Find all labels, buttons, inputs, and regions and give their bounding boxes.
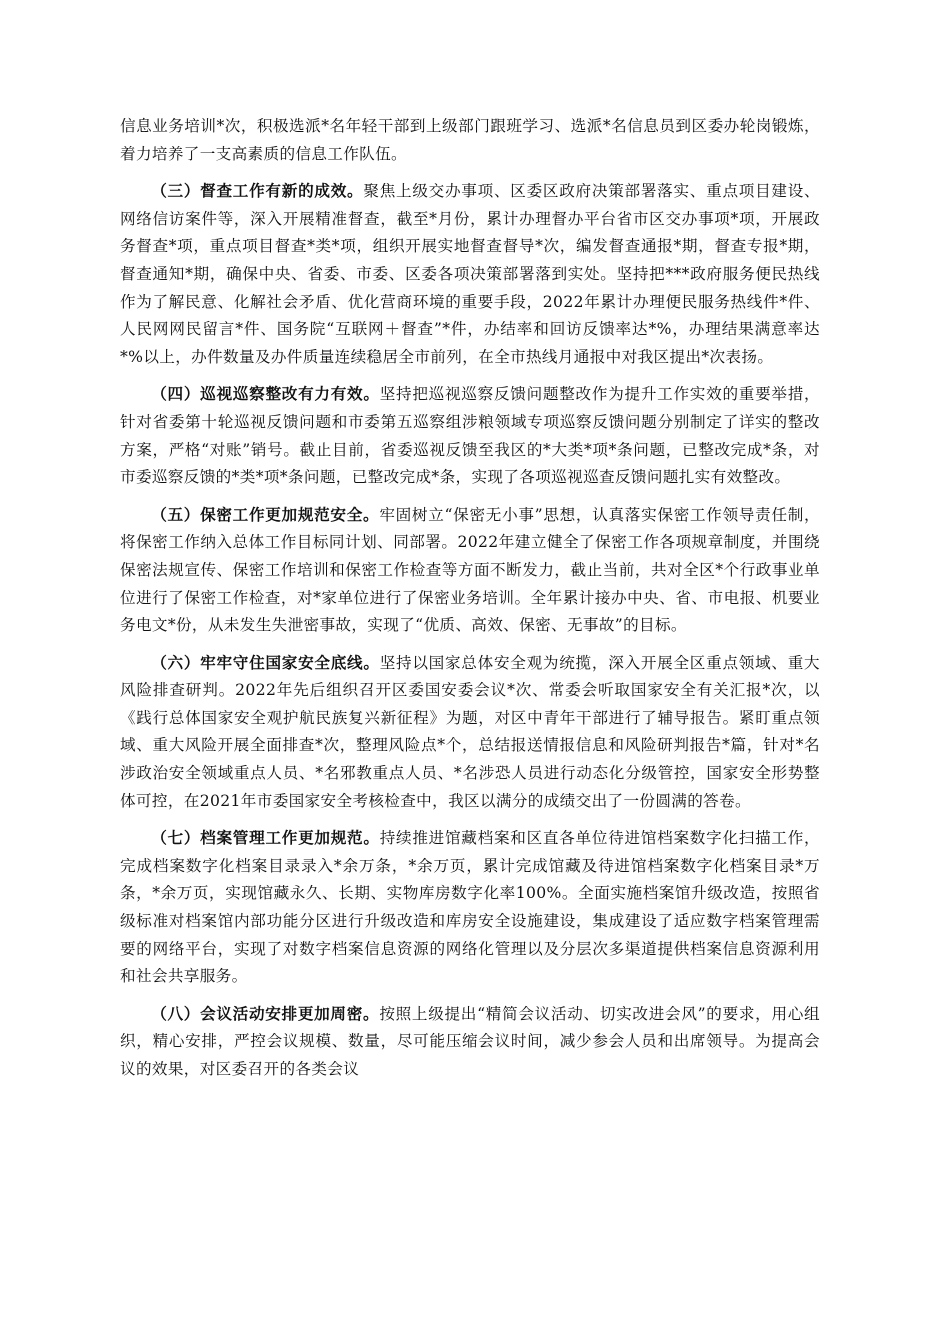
paragraph-text: 信息业务培训*次，积极选派*名年轻干部到上级部门跟班学习、选派*名信息员到区委办轮岗锻炼，着力培养了一支高素质的信息工作队伍。 [120,117,820,163]
paragraph-supervision [120,177,820,371]
paragraph-text: 牢固树立“保密无小事”思想，认真落实保密工作领导责任制，将保密工作纳入总体工作目标同计划、同部署。2022年建立健全了保密工作各项规章制度，并围绕保密法规宣传、保密工作培训和保密工作检查等方面不断发力，截止当前，共对全区*个行政事业单位进行了保密工作检查，对*家单位进行了保密业务培训。全年累计接办中央、省、市电报、机要业务电文*份，从未发生失泄密事故，实现了“优质、高效、保密、无事故”的目标。 [120,505,820,635]
paragraph-heading: （三）督查工作有新的成效。 [151,181,364,201]
paragraph-archives [120,824,820,991]
paragraph-text: 坚持把巡视巡察反馈问题整改作为提升工作实效的重要举措，针对省委第十轮巡视反馈问题和市委第五巡察组涉粮领域专项巡察反馈问题分别制定了详实的整改方案，严格“对账”销号。截止目前，省委巡视反馈至我区的*大类*项*条问题，已整改完成*条，对市委巡察反馈的*类*项*条问题，已整改完成*条，实现了各项巡视巡查反馈问题扎实有效整改。 [120,385,821,487]
document-body [120,113,820,1093]
paragraph-heading: （八）会议活动安排更加周密。 [151,1003,380,1023]
paragraph-heading: （四）巡视巡察整改有力有效。 [151,384,380,404]
paragraph-confidentiality [120,501,820,640]
paragraph-heading: （七）档案管理工作更加规范。 [151,828,380,848]
paragraph-heading: （六）牢牢守住国家安全底线。 [151,652,380,672]
paragraph-meetings [120,1000,820,1084]
paragraph-national-security [120,649,820,816]
paragraph-inspection-rectification [120,380,820,491]
paragraph-heading: （五）保密工作更加规范安全。 [151,504,380,524]
paragraph-continuation [120,113,820,168]
paragraph-text: 按照上级提出“精简会议活动、切实改进会风”的要求，用心组织，精心安排，严控会议规模、数量，尽可能压缩会议时间，减少参会人员和出席领导。为提高会议的效果，对区委召开的各类会议 [120,1004,820,1078]
paragraph-text: 坚持以国家总体安全观为统揽，深入开展全区重点领域、重大风险排查研判。2022年先后组织召开区委国安委会议*次、常委会听取国家安全有关汇报*次，以《践行总体国家安全观护航民族复兴新征程》为题，对区中青年干部进行了辅导报告。紧盯重点领域、重大风险开展全面排查*次，整理风险点*个，总结报送情报信息和风险研判报告*篇，针对*名涉政治安全领域重点人员、*名邪教重点人员、*名涉恐人员进行动态化分级管控，国家安全形势整体可控，在2021年市委国家安全考核检查中，我区以满分的成绩交出了一份圆满的答卷。 [120,653,821,810]
paragraph-text: 持续推进馆藏档案和区直各单位待进馆档案数字化扫描工作，完成档案数字化档案目录录入*余万条，*余万页，累计完成馆藏及待进馆档案数字化档案目录*万条，*余万页，实现馆藏永久、长期、实物库房数字化率100%。全面实施档案馆升级改造，按照省级标准对档案馆内部功能分区进行升级改造和库房安全设施建设，集成建设了适应数字档案管理需要的网络平台，实现了对数字档案信息资源的网络化管理以及分层次多渠道提供档案信息资源利用和社会共享服务。 [120,829,821,986]
paragraph-text: 聚焦上级交办事项、区委区政府决策部署落实、重点项目建设、网络信访案件等，深入开展精准督查，截至*月份，累计办理督办平台省市区交办事项*项，开展政务督查*项，重点项目督查*类*项，组织开展实地督查督导*次，编发督查通报*期，督查专报*期，督查通知*期，确保中央、省委、市委、区委各项决策部署落到实处。坚持把***政府服务便民热线作为了解民意、化解社会矛盾、优化营商环境的重要手段，2022年累计办理便民服务热线件*件、人民网网民留言*件、国务院“互联网＋督查”*件，办结率和回访反馈率达*%，办理结果满意率达*%以上，办件数量及办件质量连续稳居全市前列，在全市热线月通报中对我区提出*次表扬。 [120,182,820,366]
